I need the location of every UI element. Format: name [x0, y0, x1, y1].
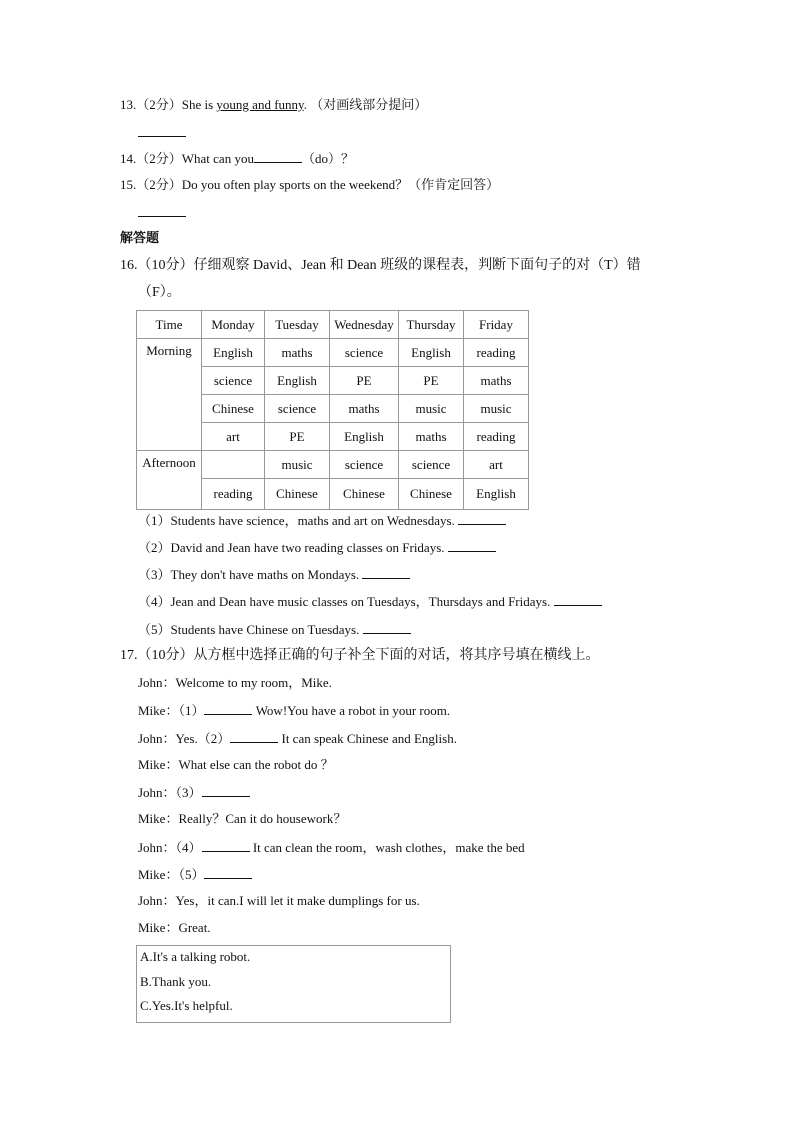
table-header-cell: Thursday [399, 311, 464, 339]
table-cell: English [330, 423, 399, 451]
table-cell: maths [330, 395, 399, 423]
table-header-cell: Monday [202, 311, 265, 339]
table-cell: maths [399, 423, 464, 451]
table-cell: science [202, 367, 265, 395]
dialogue-line: Mike：Really？Can it do housework？ [138, 811, 347, 826]
dialogue-line: John：Yes，it can.I will let it make dumplings for us. [138, 893, 420, 908]
question-13: 13.（2分）She is young and funny. （对画线部分提问） [120, 97, 428, 112]
table-cell: art [464, 451, 529, 479]
answer-blank-13[interactable] [138, 136, 186, 137]
table-cell [202, 451, 265, 479]
table-cell: music [265, 451, 330, 479]
question-16-intro: 16.（10分）仔细观察 David、Jean 和 Dean 班级的课程表，判断下面句子的对（T）错 [120, 258, 641, 273]
table-cell: Chinese [399, 479, 464, 510]
dialogue-line: Mike：（5） [138, 866, 252, 883]
table-cell: English [464, 479, 529, 510]
table-cell: maths [464, 367, 529, 395]
table-header-cell: Time [137, 311, 202, 339]
answer-blank-15[interactable] [138, 216, 186, 217]
table-row [137, 451, 529, 479]
statement-1: （1）Students have science，maths and art on Wednesdays. [138, 512, 506, 529]
dialogue-line: John：Welcome to my room，Mike. [138, 675, 332, 690]
table-cell: PE [265, 423, 330, 451]
table-cell: music [464, 395, 529, 423]
statement-4: （4）Jean and Dean have music classes on Tuesdays，Thursdays and Fridays. [138, 593, 602, 610]
table-cell: reading [464, 339, 529, 367]
table-header-row [137, 311, 529, 339]
answer-blank-17-1[interactable] [204, 702, 252, 715]
table-header-cell: Friday [464, 311, 529, 339]
option-c: C.Yes.It's helpful. [140, 998, 233, 1013]
table-cell: music [399, 395, 464, 423]
table-cell: Chinese [202, 395, 265, 423]
answer-blank-16-1[interactable] [458, 512, 506, 525]
table-cell: maths [265, 339, 330, 367]
table-cell: science [330, 339, 399, 367]
answer-blank-16-5[interactable] [363, 621, 411, 634]
morning-label: Morning [137, 339, 202, 451]
table-cell: science [330, 451, 399, 479]
afternoon-label: Afternoon [137, 451, 202, 510]
dialogue-line: John：（3） [138, 784, 250, 801]
dialogue-line: Mike：Great. [138, 920, 211, 935]
table-header-cell: Wednesday [330, 311, 399, 339]
answer-blank-17-3[interactable] [202, 784, 250, 797]
question-16-intro-cont: （F）。 [138, 285, 181, 300]
table-cell: art [202, 423, 265, 451]
table-cell: Chinese [330, 479, 399, 510]
answer-blank-16-2[interactable] [448, 539, 496, 552]
statement-2: （2）David and Jean have two reading classes on Fridays. [138, 539, 496, 556]
dialogue-line: John：（4） It can clean the room，wash clothes，make the bed [138, 840, 525, 855]
table-cell: reading [202, 479, 265, 510]
answer-blank-17-4[interactable] [202, 839, 250, 852]
table-cell: PE [330, 367, 399, 395]
dialogue-line: John：Yes.（2） It can speak Chinese and English. [138, 731, 457, 746]
section-title: 解答题 [120, 230, 160, 245]
statement-3: （3）They don't have maths on Mondays. [138, 566, 410, 583]
schedule-table [136, 310, 529, 510]
table-cell: science [265, 395, 330, 423]
table-cell: science [399, 451, 464, 479]
table-cell: English [202, 339, 265, 367]
table-cell: Chinese [265, 479, 330, 510]
answer-blank-14[interactable] [254, 150, 302, 163]
options-box [136, 945, 451, 1023]
table-cell: English [399, 339, 464, 367]
table-cell: PE [399, 367, 464, 395]
option-a: A.It's a talking robot. [140, 949, 251, 964]
table-cell: reading [464, 423, 529, 451]
table-row [137, 339, 529, 367]
dialogue-line: Mike：（1） Wow!You have a robot in your room. [138, 703, 451, 718]
statement-5: （5）Students have Chinese on Tuesdays. [138, 621, 411, 638]
table-cell: English [265, 367, 330, 395]
question-15: 15.（2分）Do you often play sports on the weekend？（作肯定回答） [120, 177, 500, 192]
question-17-intro: 17.（10分）从方框中选择正确的句子补全下面的对话，将其序号填在横线上。 [120, 648, 600, 663]
answer-blank-17-2[interactable] [230, 730, 278, 743]
underlined-phrase: young and funny [216, 97, 304, 112]
table-header-cell: Tuesday [265, 311, 330, 339]
answer-blank-16-4[interactable] [554, 593, 602, 606]
option-b: B.Thank you. [140, 974, 212, 989]
answer-blank-17-5[interactable] [204, 866, 252, 879]
answer-blank-16-3[interactable] [362, 566, 410, 579]
question-14: 14.（2分）What can you （do）？ [120, 151, 354, 166]
dialogue-line: Mike：What else can the robot do ？ [138, 757, 334, 772]
